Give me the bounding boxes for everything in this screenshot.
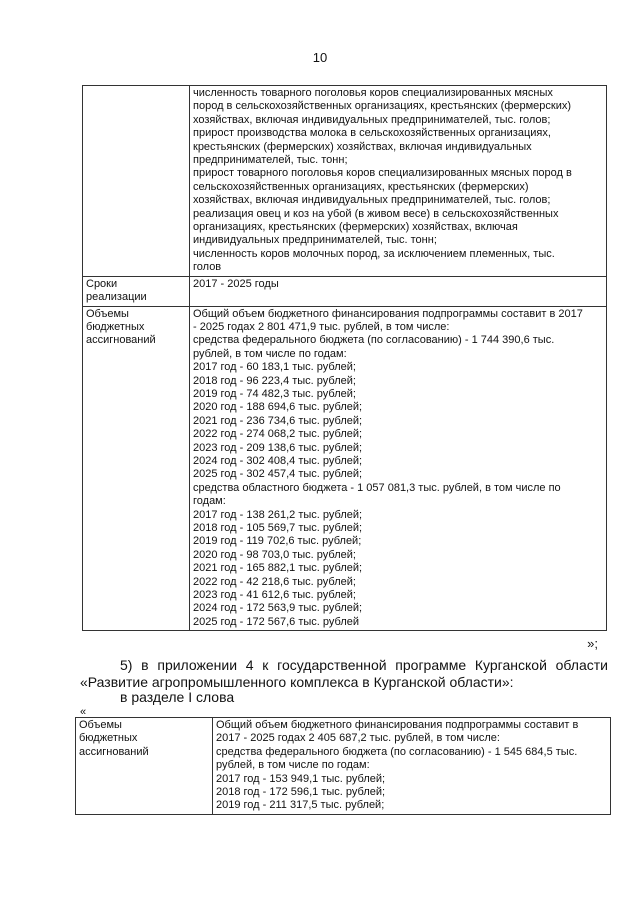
text-line: прирост производства молока в сельскохозяйственных организациях, [193, 127, 551, 140]
label-line: ассигнований [79, 745, 149, 758]
amendment-paragraph: 5) в приложении 4 к государственной программе Курганской области «Развитие агропромышленного комплекса в Курганской области»: [80, 657, 608, 690]
text-line: 2017 - 2025 годах 2 405 687,2 тыс. рублей, в том числе: [216, 732, 500, 745]
label-line: Объемы [79, 719, 122, 731]
text-line: 2022 год - 42 218,6 тыс. рублей; [193, 575, 356, 588]
text-line: прирост товарного поголовья коров специализированных мясных пород в [193, 167, 572, 180]
text-line: 2018 год - 96 223,4 тыс. рублей; [193, 374, 356, 387]
indicators-cell [190, 86, 607, 277]
text-line: численность товарного поголовья коров специализированных мясных [193, 87, 553, 99]
text-line: 2020 год - 188 694,6 тыс. рублей; [193, 401, 363, 414]
section-paragraph: в разделе I слова [120, 689, 235, 705]
row-label-terms [83, 276, 190, 306]
text-line: 2019 год - 74 482,3 тыс. рублей; [193, 387, 356, 400]
text-line: 2017 - 2025 годы [193, 277, 279, 290]
text-line: - 2025 годах 2 801 471,9 тыс. рублей, в том числе: [193, 320, 450, 333]
table-row [83, 276, 607, 306]
text-line: реализация овец и коз на убой (в живом весе) в сельскохозяйственных [193, 207, 559, 220]
text-line: 2023 год - 41 612,6 тыс. рублей; [193, 589, 356, 602]
text-line: Общий объем бюджетного финансирования подпрограммы составит в [216, 719, 579, 731]
row-label-empty [83, 86, 190, 277]
text-line: организациях, крестьянских (фермерских) хозяйствах, включая [193, 221, 518, 234]
text-line: численность коров молочных пород, за исключением племенных, тыс. [193, 247, 555, 260]
text-line: 2020 год - 98 703,0 тыс. рублей; [193, 548, 356, 561]
passport-table-top [82, 85, 607, 631]
text-line: 2018 год - 172 596,1 тыс. рублей; [216, 786, 386, 799]
text-line: пород в сельскохозяйственных организациях, крестьянских (фермерских) [193, 100, 572, 113]
table-row [83, 306, 607, 631]
opening-quote: « [80, 706, 87, 718]
text-line: годам: [193, 495, 226, 508]
text-line: 2021 год - 165 882,1 тыс. рублей; [193, 562, 363, 575]
text-line: 2025 год - 172 567,6 тыс. рублей [193, 615, 360, 628]
text-line: 2022 год - 274 068,2 тыс. рублей; [193, 428, 363, 441]
row-label-budget [83, 306, 190, 631]
text-line: 2024 год - 302 408,4 тыс. рублей; [193, 454, 363, 467]
terms-cell [190, 276, 607, 306]
text-line: голов [193, 261, 222, 274]
text-line: 2024 год - 172 563,9 тыс. рублей; [193, 602, 363, 615]
text-line: Общий объем бюджетного финансирования подпрограммы составит в 2017 [193, 307, 583, 320]
text-line: рублей, в том числе по годам: [216, 759, 370, 772]
text-line: средства федерального бюджета (по согласованию) - 1 744 390,6 тыс. [193, 334, 555, 347]
text-line: 2025 год - 302 457,4 тыс. рублей; [193, 468, 363, 481]
text-line: средства федерального бюджета (по согласованию) - 1 545 684,5 тыс. [216, 745, 578, 758]
text-line: хозяйствах, включая индивидуальных предпринимателей, тыс. голов; [193, 194, 551, 207]
label-line: Сроки [86, 277, 118, 290]
text-line: крестьянских (фермерских) хозяйствах, включая индивидуальных [193, 140, 532, 153]
row-label-budget [76, 718, 213, 815]
label-line: Объемы [86, 307, 129, 320]
budget-cell [213, 718, 611, 815]
table-row [76, 718, 611, 815]
text-line: 2019 год - 211 317,5 тыс. рублей; [216, 799, 385, 812]
page-number: 10 [312, 50, 328, 65]
text-line: 2017 год - 60 183,1 тыс. рублей; [193, 361, 356, 374]
table-row [83, 86, 607, 277]
text-line: хозяйствах, включая индивидуальных предпринимателей, тыс. голов; [193, 113, 551, 126]
text-line: 2017 год - 153 949,1 тыс. рублей; [216, 772, 386, 785]
text-line: 2023 год - 209 138,6 тыс. рублей; [193, 441, 363, 454]
text-line: рублей, в том числе по годам: [193, 347, 347, 360]
text-line: 2018 год - 105 569,7 тыс. рублей; [193, 522, 363, 534]
closing-quote: »; [587, 636, 598, 651]
label-line: бюджетных [86, 320, 145, 333]
text-line: предпринимателей, тыс. тонн; [193, 154, 348, 167]
budget-cell [190, 306, 607, 631]
label-line: ассигнований [86, 334, 156, 347]
text-line: 2019 год - 119 702,6 тыс. рублей; [193, 535, 362, 548]
text-line: индивидуальных предпринимателей, тыс. тонн; [193, 234, 437, 247]
text-line: 2017 год - 138 261,2 тыс. рублей; [193, 508, 363, 521]
passport-table-bottom [75, 717, 611, 815]
label-line: реализации [86, 291, 147, 304]
label-line: бюджетных [79, 732, 138, 745]
text-line: 2021 год - 236 734,6 тыс. рублей; [193, 414, 363, 427]
text-line: средства областного бюджета - 1 057 081,3 тыс. рублей, в том числе по [193, 481, 561, 494]
text-line: сельскохозяйственных организациях, крестьянских (фермерских) [193, 180, 529, 193]
